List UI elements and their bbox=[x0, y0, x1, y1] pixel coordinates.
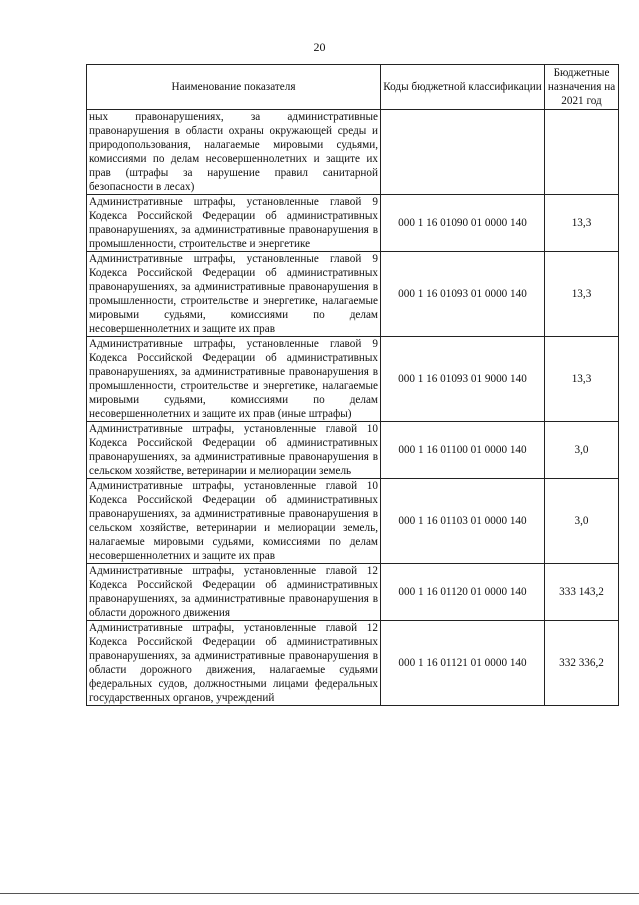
row-name: Административные штрафы, установленные главой 9 Кодекса Российской Федерации об административных правонарушениях, за административные правонарушения в промышленности, строительстве и энергетике, налагаемые мировыми судьями, комиссиями по делам несовершеннолетних и защите их прав bbox=[87, 252, 381, 337]
row-code: 000 1 16 01093 01 0000 140 bbox=[381, 252, 545, 337]
row-amount: 3,0 bbox=[545, 479, 619, 564]
row-amount: 333 143,2 bbox=[545, 564, 619, 621]
header-budget-amount: Бюджетные назначения на 2021 год bbox=[545, 65, 619, 110]
row-amount bbox=[545, 110, 619, 195]
page-number: 20 bbox=[313, 40, 326, 54]
row-code: 000 1 16 01121 01 0000 140 bbox=[381, 621, 545, 706]
row-code: 000 1 16 01103 01 0000 140 bbox=[381, 479, 545, 564]
row-amount: 13,3 bbox=[545, 252, 619, 337]
table-row bbox=[87, 110, 619, 195]
row-name: Административные штрафы, установленные главой 9 Кодекса Российской Федерации об административных правонарушениях, за административные правонарушения в промышленности, строительстве и энергетике bbox=[87, 195, 381, 252]
row-name: Административные штрафы, установленные главой 10 Кодекса Российской Федерации об административных правонарушениях, за административные правонарушения в сельском хозяйстве, ветеринарии и мелиорации земель bbox=[87, 422, 381, 479]
budget-table bbox=[86, 64, 619, 706]
page-bottom-divider bbox=[0, 893, 639, 894]
row-code: 000 1 16 01100 01 0000 140 bbox=[381, 422, 545, 479]
header-indicator-name: Наименование показателя bbox=[87, 65, 381, 110]
header-budget-code: Коды бюджетной классификации bbox=[381, 65, 545, 110]
table-row bbox=[87, 479, 619, 564]
row-name: ных правонарушениях, за административные правонарушения в области охраны окружающей среды и природопользования, налагаемые мировыми судьями, комиссиями по делам несовершеннолетних и защите их прав (штрафы за нарушение правил санитарной безопасности в лесах) bbox=[87, 110, 381, 195]
row-amount: 13,3 bbox=[545, 195, 619, 252]
row-code bbox=[381, 110, 545, 195]
row-code: 000 1 16 01090 01 0000 140 bbox=[381, 195, 545, 252]
row-amount: 13,3 bbox=[545, 337, 619, 422]
row-amount: 3,0 bbox=[545, 422, 619, 479]
table-row bbox=[87, 621, 619, 706]
row-name: Административные штрафы, установленные главой 12 Кодекса Российской Федерации об административных правонарушениях, за административные правонарушения в области дорожного движения, налагаемые судьями федеральных судов, должностными лицами федеральных государственных органов, учреждений bbox=[87, 621, 381, 706]
table-header-row bbox=[87, 65, 619, 110]
table-row bbox=[87, 252, 619, 337]
row-name: Административные штрафы, установленные главой 10 Кодекса Российской Федерации об административных правонарушениях, за административные правонарушения в сельском хозяйстве, ветеринарии и мелиорации земель, налагаемые мировыми судьями, комиссиями по делам несовершеннолетних и защите их прав bbox=[87, 479, 381, 564]
table-row bbox=[87, 422, 619, 479]
row-amount: 332 336,2 bbox=[545, 621, 619, 706]
row-code: 000 1 16 01093 01 9000 140 bbox=[381, 337, 545, 422]
row-name: Административные штрафы, установленные главой 9 Кодекса Российской Федерации об административных правонарушениях, за административные правонарушения в промышленности, строительстве и энергетике, налагаемые мировыми судьями, комиссиями по делам несовершеннолетних и защите их прав (иные штрафы) bbox=[87, 337, 381, 422]
row-name: Административные штрафы, установленные главой 12 Кодекса Российской Федерации об административных правонарушениях, за административные правонарушения в области дорожного движения bbox=[87, 564, 381, 621]
table-row bbox=[87, 337, 619, 422]
table-row bbox=[87, 564, 619, 621]
row-code: 000 1 16 01120 01 0000 140 bbox=[381, 564, 545, 621]
table-row bbox=[87, 195, 619, 252]
